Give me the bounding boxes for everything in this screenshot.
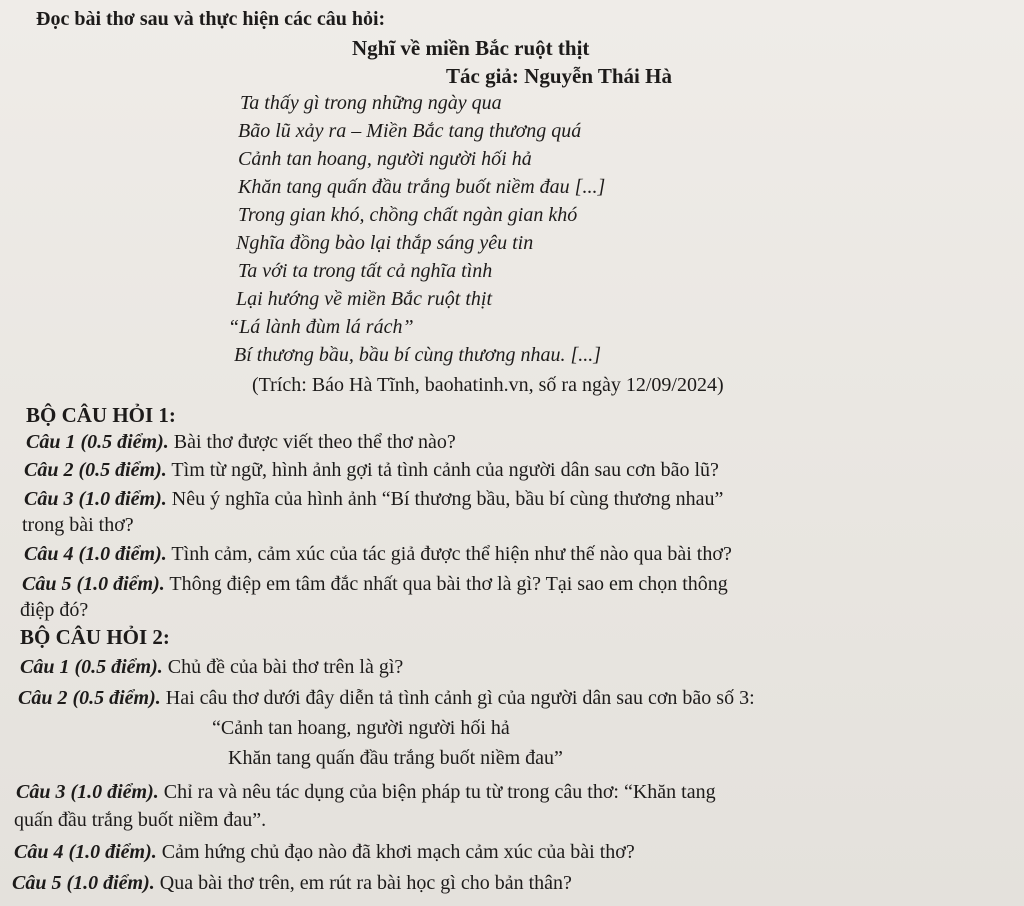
set2-question-4: [14, 840, 635, 864]
question-text: Qua bài thơ trên, em rút ra bài học gì cho bản thân?: [154, 872, 572, 894]
poem-title: Nghĩ về miền Bắc ruột thịt: [352, 36, 590, 60]
poem-line: Bí thương bầu, bầu bí cùng thương nhau. [...]: [234, 344, 602, 366]
set2-question-1: [20, 655, 403, 679]
poem-line: Nghĩa đồng bào lại thắp sáng yêu tin: [236, 232, 534, 254]
question-label: Câu 4 (1.0 điểm).: [24, 543, 167, 565]
poem-source: (Trích: Báo Hà Tĩnh, baohatinh.vn, số ra ngày 12/09/2024): [252, 374, 724, 396]
question-label: Câu 4 (1.0 điểm).: [14, 841, 157, 863]
question-label: Câu 1 (0.5 điểm).: [20, 656, 163, 678]
question-label: Câu 2 (0.5 điểm).: [18, 687, 161, 709]
question-text: Bài thơ được viết theo thể thơ nào?: [168, 431, 456, 453]
question-label: Câu 5 (1.0 điểm).: [12, 872, 155, 894]
quoted-verse-line: “Cảnh tan hoang, người người hối hả: [212, 717, 510, 739]
question-label: Câu 5 (1.0 điểm).: [22, 573, 165, 595]
question-text: Tìm từ ngữ, hình ảnh gợi tả tình cảnh của người dân sau cơn bão lũ?: [166, 459, 719, 481]
question-text: Hai câu thơ dưới đây diễn tả tình cảnh gì của người dân sau cơn bão số 3:: [160, 687, 755, 709]
instruction-text: Đọc bài thơ sau và thực hiện các câu hỏi:: [36, 8, 386, 30]
question-text: Chủ đề của bài thơ trên là gì?: [162, 656, 404, 678]
question-label: Câu 2 (0.5 điểm).: [24, 459, 167, 481]
poem-author: Tác giả: Nguyễn Thái Hà: [446, 64, 672, 88]
set1-question-3-continuation: trong bài thơ?: [22, 514, 134, 536]
poem-line: Trong gian khó, chồng chất ngàn gian khó: [238, 204, 578, 226]
set1-question-3: [24, 487, 723, 511]
question-label: Câu 1 (0.5 điểm).: [26, 431, 169, 453]
set1-question-4: [24, 542, 732, 566]
set2-question-5: [12, 871, 572, 895]
set1-question-5: [22, 572, 728, 596]
set1-question-5-continuation: điệp đó?: [20, 599, 89, 621]
set1-question-1: [26, 430, 456, 454]
poem-line: Ta với ta trong tất cả nghĩa tình: [238, 260, 493, 282]
set2-question-3-continuation: quấn đầu trắng buốt niềm đau”.: [14, 809, 267, 831]
poem-line: Bão lũ xảy ra – Miền Bắc tang thương quá: [238, 120, 582, 142]
question-text: Nêu ý nghĩa của hình ảnh “Bí thương bầu, bầu bí cùng thương nhau”: [166, 488, 724, 510]
poem-line: Khăn tang quấn đầu trắng buốt niềm đau [...]: [238, 176, 606, 198]
question-text: Chỉ ra và nêu tác dụng của biện pháp tu từ trong câu thơ: “Khăn tang: [158, 781, 716, 803]
set2-heading: BỘ CÂU HỎI 2:: [20, 625, 170, 649]
poem-line: Cảnh tan hoang, người người hối hả: [238, 148, 532, 170]
question-text: Thông điệp em tâm đắc nhất qua bài thơ là gì? Tại sao em chọn thông: [164, 573, 728, 595]
poem-line: “Lá lành đùm lá rách”: [228, 316, 414, 338]
set1-question-2: [24, 458, 719, 482]
set2-question-3: [16, 780, 716, 804]
question-text: Tình cảm, cảm xúc của tác giả được thể hiện như thế nào qua bài thơ?: [166, 543, 732, 565]
question-label: Câu 3 (1.0 điểm).: [16, 781, 159, 803]
poem-line: Lại hướng về miền Bắc ruột thịt: [236, 288, 492, 310]
set2-question-2: [18, 686, 755, 710]
set1-heading: BỘ CÂU HỎI 1:: [26, 403, 176, 427]
quoted-verse-line: Khăn tang quấn đầu trắng buốt niềm đau”: [228, 747, 563, 769]
question-text: Cảm hứng chủ đạo nào đã khơi mạch cảm xúc của bài thơ?: [156, 841, 635, 863]
poem-line: Ta thấy gì trong những ngày qua: [240, 92, 502, 114]
question-label: Câu 3 (1.0 điểm).: [24, 488, 167, 510]
